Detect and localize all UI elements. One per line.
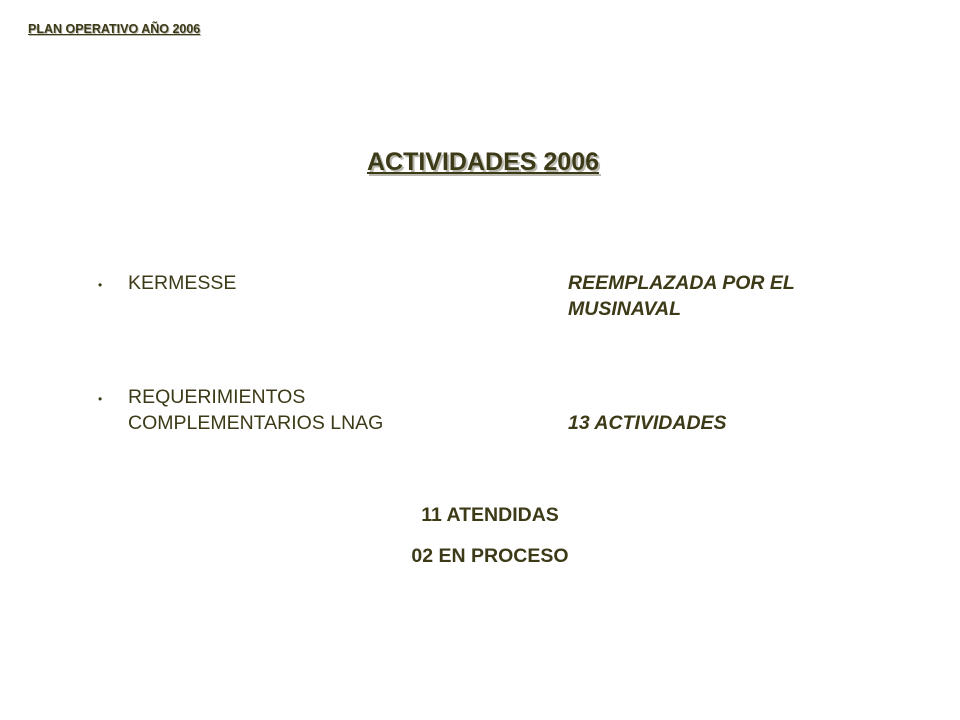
item-value-line: MUSINAVAL	[568, 298, 682, 320]
item-label-line: REQUERIMIENTOS	[128, 386, 306, 408]
slide-title: ACTIVIDADES 2006	[366, 148, 600, 176]
summary-in-process: 02 EN PROCESO	[411, 545, 569, 567]
item-label-line: KERMESSE	[128, 272, 237, 294]
page-header: PLAN OPERATIVO AÑO 2006	[28, 22, 201, 36]
bullet-icon: •	[98, 278, 103, 292]
item-requerimientos-value	[568, 410, 727, 436]
item-value-line: REEMPLAZADA POR EL	[568, 272, 795, 294]
item-kermesse-label	[128, 270, 236, 296]
item-label-line: COMPLEMENTARIOS LNAG	[128, 412, 384, 434]
item-value-line: 13 ACTIVIDADES	[568, 412, 727, 434]
summary-attended: 11 ATENDIDAS	[421, 504, 559, 526]
item-kermesse-value	[568, 270, 795, 322]
bullet-icon: •	[98, 392, 103, 406]
item-requerimientos-label	[128, 384, 383, 436]
